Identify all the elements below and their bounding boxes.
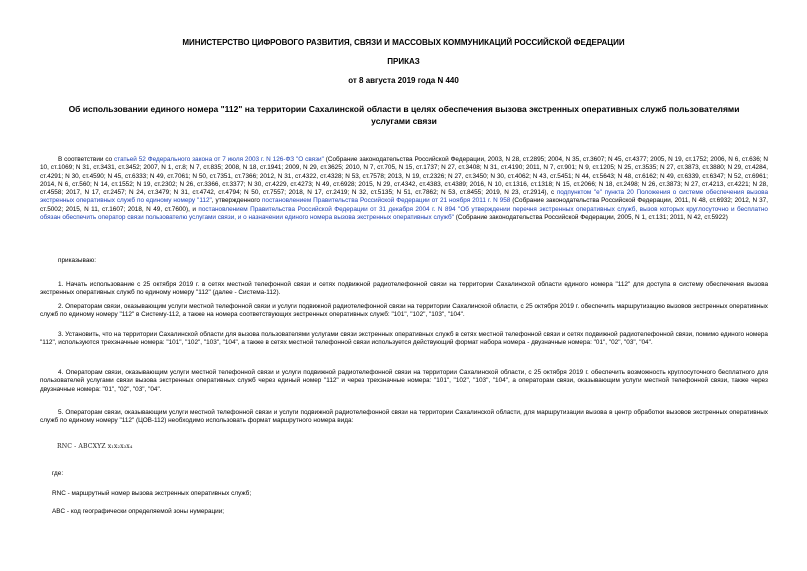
preamble-text-5: (Собрание законодательства Российской Федерации, 2005, N 1, ст.131; 2011, N 42, ст.5922) — [453, 214, 728, 222]
ministry-heading: МИНИСТЕРСТВО ЦИФРОВОГО РАЗВИТИЯ, СВЯЗИ И МАССОВЫХ КОММУНИКАЦИЙ РОССИЙСКОЙ ФЕДЕРАЦИИ — [182, 38, 625, 47]
order-word: приказываю: — [58, 257, 96, 264]
item-1: 1. Начать использование с 25 октября 2019 г. в сетях местной телефонной связи и сетях подвижной радиотелефонной связи на территории Сахалинской области единого номера "112" для доступа в систему обеспечения вызова экстренных оперативных служб по единому номеру "112" (далее - Система-112). — [40, 281, 768, 297]
doc-type-heading: ПРИКАЗ — [387, 57, 420, 66]
document-title: Об использовании единого номера "112" на территории Сахалинской области в целях обеспечения вызова экстренных оперативных служб пользователями услугами связи — [68, 104, 740, 126]
item-2: 2. Операторам связи, оказывающим услуги местной телефонной связи и услуги подвижной радиотелефонной связи на территории Сахалинской области, с 25 октября 2019 г. обеспечить маршрутизацию вызовов экстренных оперативных служб по единому номеру "112" в Систему-112, а также на номера соответствующих экстренных оперативных служб: "101", "102", "103", "104". — [40, 303, 768, 319]
preamble-text-1: В соответствии со — [58, 156, 115, 163]
where-label: где: — [52, 470, 64, 477]
decree-link-958[interactable]: постановлением Правительства Российской Федерации от 21 ноября 2011 г. N 958 — [261, 197, 511, 205]
law-link-article-52[interactable]: статьей 52 Федерального закона от 7 июля 2003 г. N 126-ФЗ "О связи" — [114, 156, 324, 163]
preamble-paragraph — [40, 156, 768, 222]
preamble-text-3: , утвержденного — [211, 197, 262, 205]
preamble-text-4: (Собрание законодательства Российской Федерации, 2011, N 48, ст.6932; 2012, N 37, ст.5002; 2015, N 11, ст.1607; 2018, N 49, ст.7600), и — [40, 197, 768, 213]
decree-link-894[interactable]: постановлением Правительства Российской Федерации от 31 декабря 2004 г. N 894 "Об утверждении перечня экстренных оперативных служб, вызов которых круглосуточно и бесплатно обязан обеспечить оператор связи пользователю услугами связи, и о назначении единого номера вызова экстренных оперативных служб" — [40, 205, 768, 222]
date-number-heading: от 8 августа 2019 года N 440 — [348, 76, 459, 85]
definition-abc: ABC - код географически определяемой зоны нумерации; — [52, 508, 225, 515]
regulation-link-item-20[interactable]: подпунктом "е" пункта 20 Положения о системе обеспечения вызова экстренных оперативных служб по единому номеру "112" — [40, 189, 768, 205]
item-5: 5. Операторам связи, оказывающим услуги местной телефонной связи и услуги подвижной радиотелефонной связи на территории Сахалинской области, для маршрутизации вызова в центр обработки вызовов экстренных оперативных служб по единому номеру "112" (ЦОВ-112) необходимо использовать формат маршрутного номера вида: — [40, 409, 768, 425]
definition-rnc: RNC - маршрутный номер вызова экстренных оперативных служб; — [52, 490, 252, 497]
routing-number-formula: RNC - ABCXYZ x₁x₂x₃x₄ — [57, 443, 133, 450]
item-3: 3. Установить, что на территории Сахалинской области для вызова пользователями услугами связи экстренных оперативных служб в сетях местной телефонной связи и сетях подвижной радиотелефонной связи, помимо единого номера "112", используются трехзначные номера: "101", "102", "103", "104", а также в сетях местной телефонной связи используется действующий формат набора номера - двузначные номера: "01", "02", "03", "04". — [40, 331, 768, 347]
preamble-text-2: (Собрание законодательства Российской Федерации, 2003, N 28, ст.2895; 2004, N 35, ст.3607; N 45, ст.4377; 2005, N 19, ст.1752; 2006, N 6, ст.636; N 10, ст.1069; N 31, ст.3431, ст.3452; 2007, N 1, ст.8; N 7, ст.835; 2008, N 18, ст.1941; 2009, N 29, ст.3625; 2010, N 7, ст.705, N 15, ст.1737; N 27, ст.3408; N 31, ст.4190; 2011, N 7, ст.901; N 9, ст.1205; N 25, ст.3535; N 27, ст.3873, ст.3880; N 29, ст.4284, ст.4291; N 30, ст.4590; N 45, ст.6333; N 49, ст.7061; N 50, ст.7351, ст.7366; 2012, N 31, ст.4322, ст.4328; N 53, ст.7578; 2013, N 19, ст.2326; N 27, ст.3450; N 30, ст.4062; N 43, ст.5451; N 44, ст.5643; N 48, ст.6162; N 49, ст.6339, ст.6347; N 52, ст.6961; 2014, N 6, ст.560; N 14, ст.1552; N 19, ст.2302; N 26, ст.3366, ст.3377; N 30, ст.4229, ст.4273; N 49, ст.6928; 2015, N 29, ст.4342, ст.4383, ст.4389; 2016, N 10, ст.1316, ст.1318; N 15, ст.2066; N 18, ст.2498; N 26, ст.3873; N 27, ст.4213, ст.4221; N 28, ст.4558; 2017, N 17, ст.2457; N 24, ст.3479; N 31, ст.4742, ст.4794; N 50, ст.7557; 2018, N 17, ст.2419; N 32, ст.5135; N 51, ст.7862; N 53, ст.8455; 2019, N 23, ст.2914), с — [40, 156, 769, 197]
item-4: 4. Операторам связи, оказывающим услуги местной телефонной связи и услуги подвижной радиотелефонной связи на территории Сахалинской области, с 25 октября 2019 г. обеспечить возможность круглосуточного бесплатного для пользователей услугами связи вызова экстренных оперативных служб через единый номер "112" и через трехзначные номера: "101", "102", "103", "104", а операторам связи, оказывающим услуги местной телефонной связи, также через двузначные номера: "01", "02", "03", "04". — [40, 369, 768, 393]
